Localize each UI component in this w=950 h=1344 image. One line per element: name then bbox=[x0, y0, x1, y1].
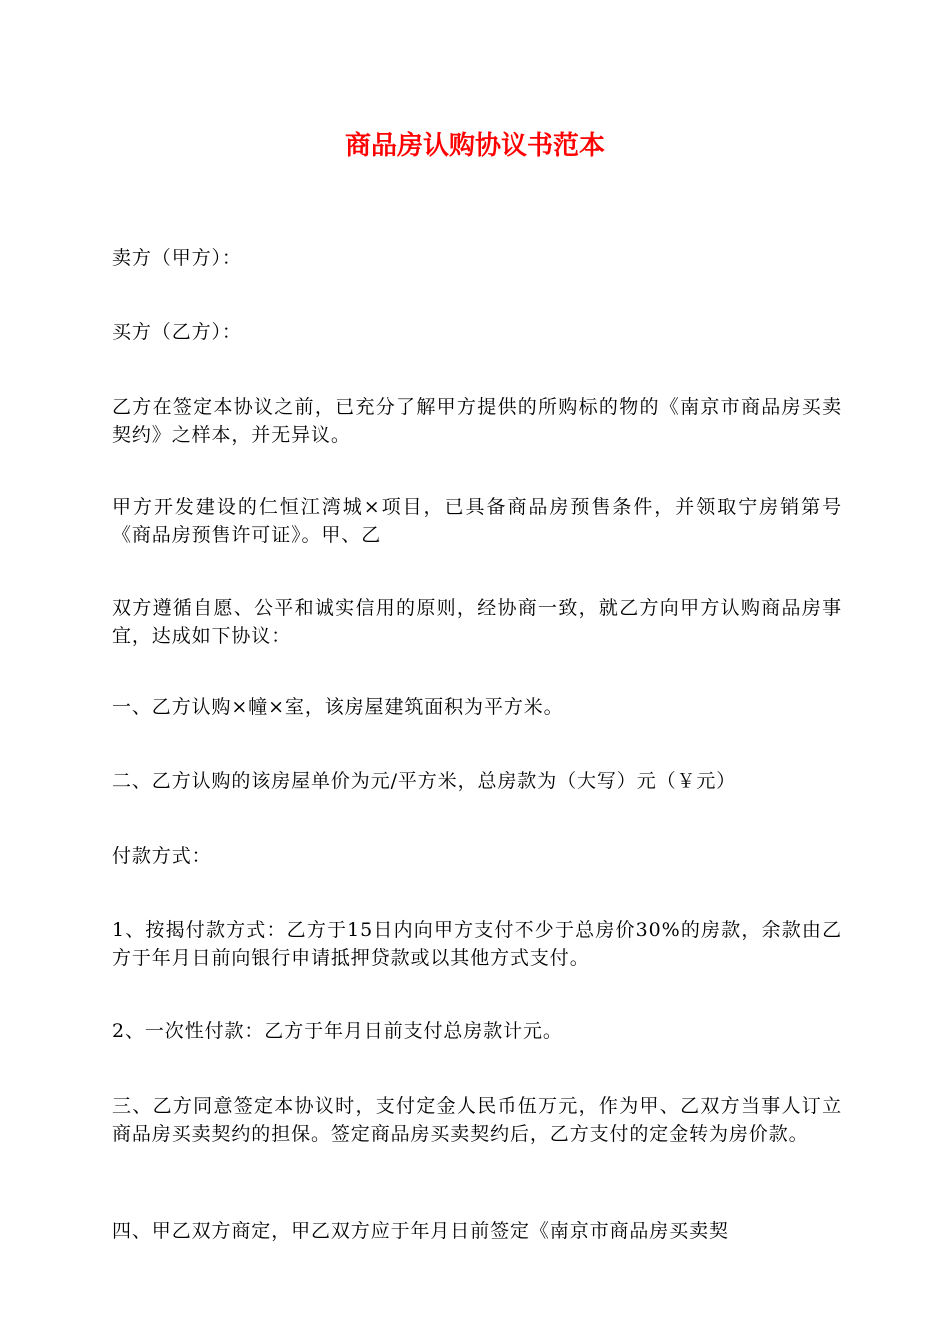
paragraph-payment-mortgage: 1、按揭付款方式：乙方于15日内向甲方支付不少于总房价30%的房款，余款由乙方于年月日前向银行申请抵押贷款或以其他方式支付。 bbox=[112, 919, 842, 969]
paragraph-principles: 双方遵循自愿、公平和诚实信用的原则，经协商一致，就乙方向甲方认购商品房事宜，达成如下协议： bbox=[112, 597, 842, 647]
paragraph-clause-2: 二、乙方认购的该房屋单价为元/平方米，总房款为（大写）元（￥元） bbox=[112, 770, 737, 792]
paragraph-project: 甲方开发建设的仁恒江湾城×项目，已具备商品房预售条件，并领取宁房销第号《商品房预售许可证》。甲、乙 bbox=[112, 496, 842, 546]
paragraph-payment-heading: 付款方式： bbox=[112, 845, 212, 867]
document-title: 商品房认购协议书范本 bbox=[344, 131, 605, 161]
paragraph-preamble: 乙方在签定本协议之前，已充分了解甲方提供的所购标的物的《南京市商品房买卖契约》之样本，并无异议。 bbox=[112, 396, 842, 446]
paragraph-buyer: 买方（乙方）： bbox=[112, 321, 242, 343]
paragraph-clause-4: 四、甲乙双方商定，甲乙双方应于年月日前签定《南京市商品房买卖契 bbox=[112, 1220, 729, 1242]
paragraph-clause-3: 三、乙方同意签定本协议时，支付定金人民币伍万元，作为甲、乙双方当事人订立商品房买卖契约的担保。签定商品房买卖契约后，乙方支付的定金转为房价款。 bbox=[112, 1095, 842, 1145]
paragraph-clause-1: 一、乙方认购×幢×室，该房屋建筑面积为平方米。 bbox=[112, 696, 564, 718]
paragraph-seller: 卖方（甲方）： bbox=[112, 247, 242, 269]
paragraph-payment-lump-sum: 2、一次性付款：乙方于年月日前支付总房款计元。 bbox=[112, 1020, 563, 1042]
